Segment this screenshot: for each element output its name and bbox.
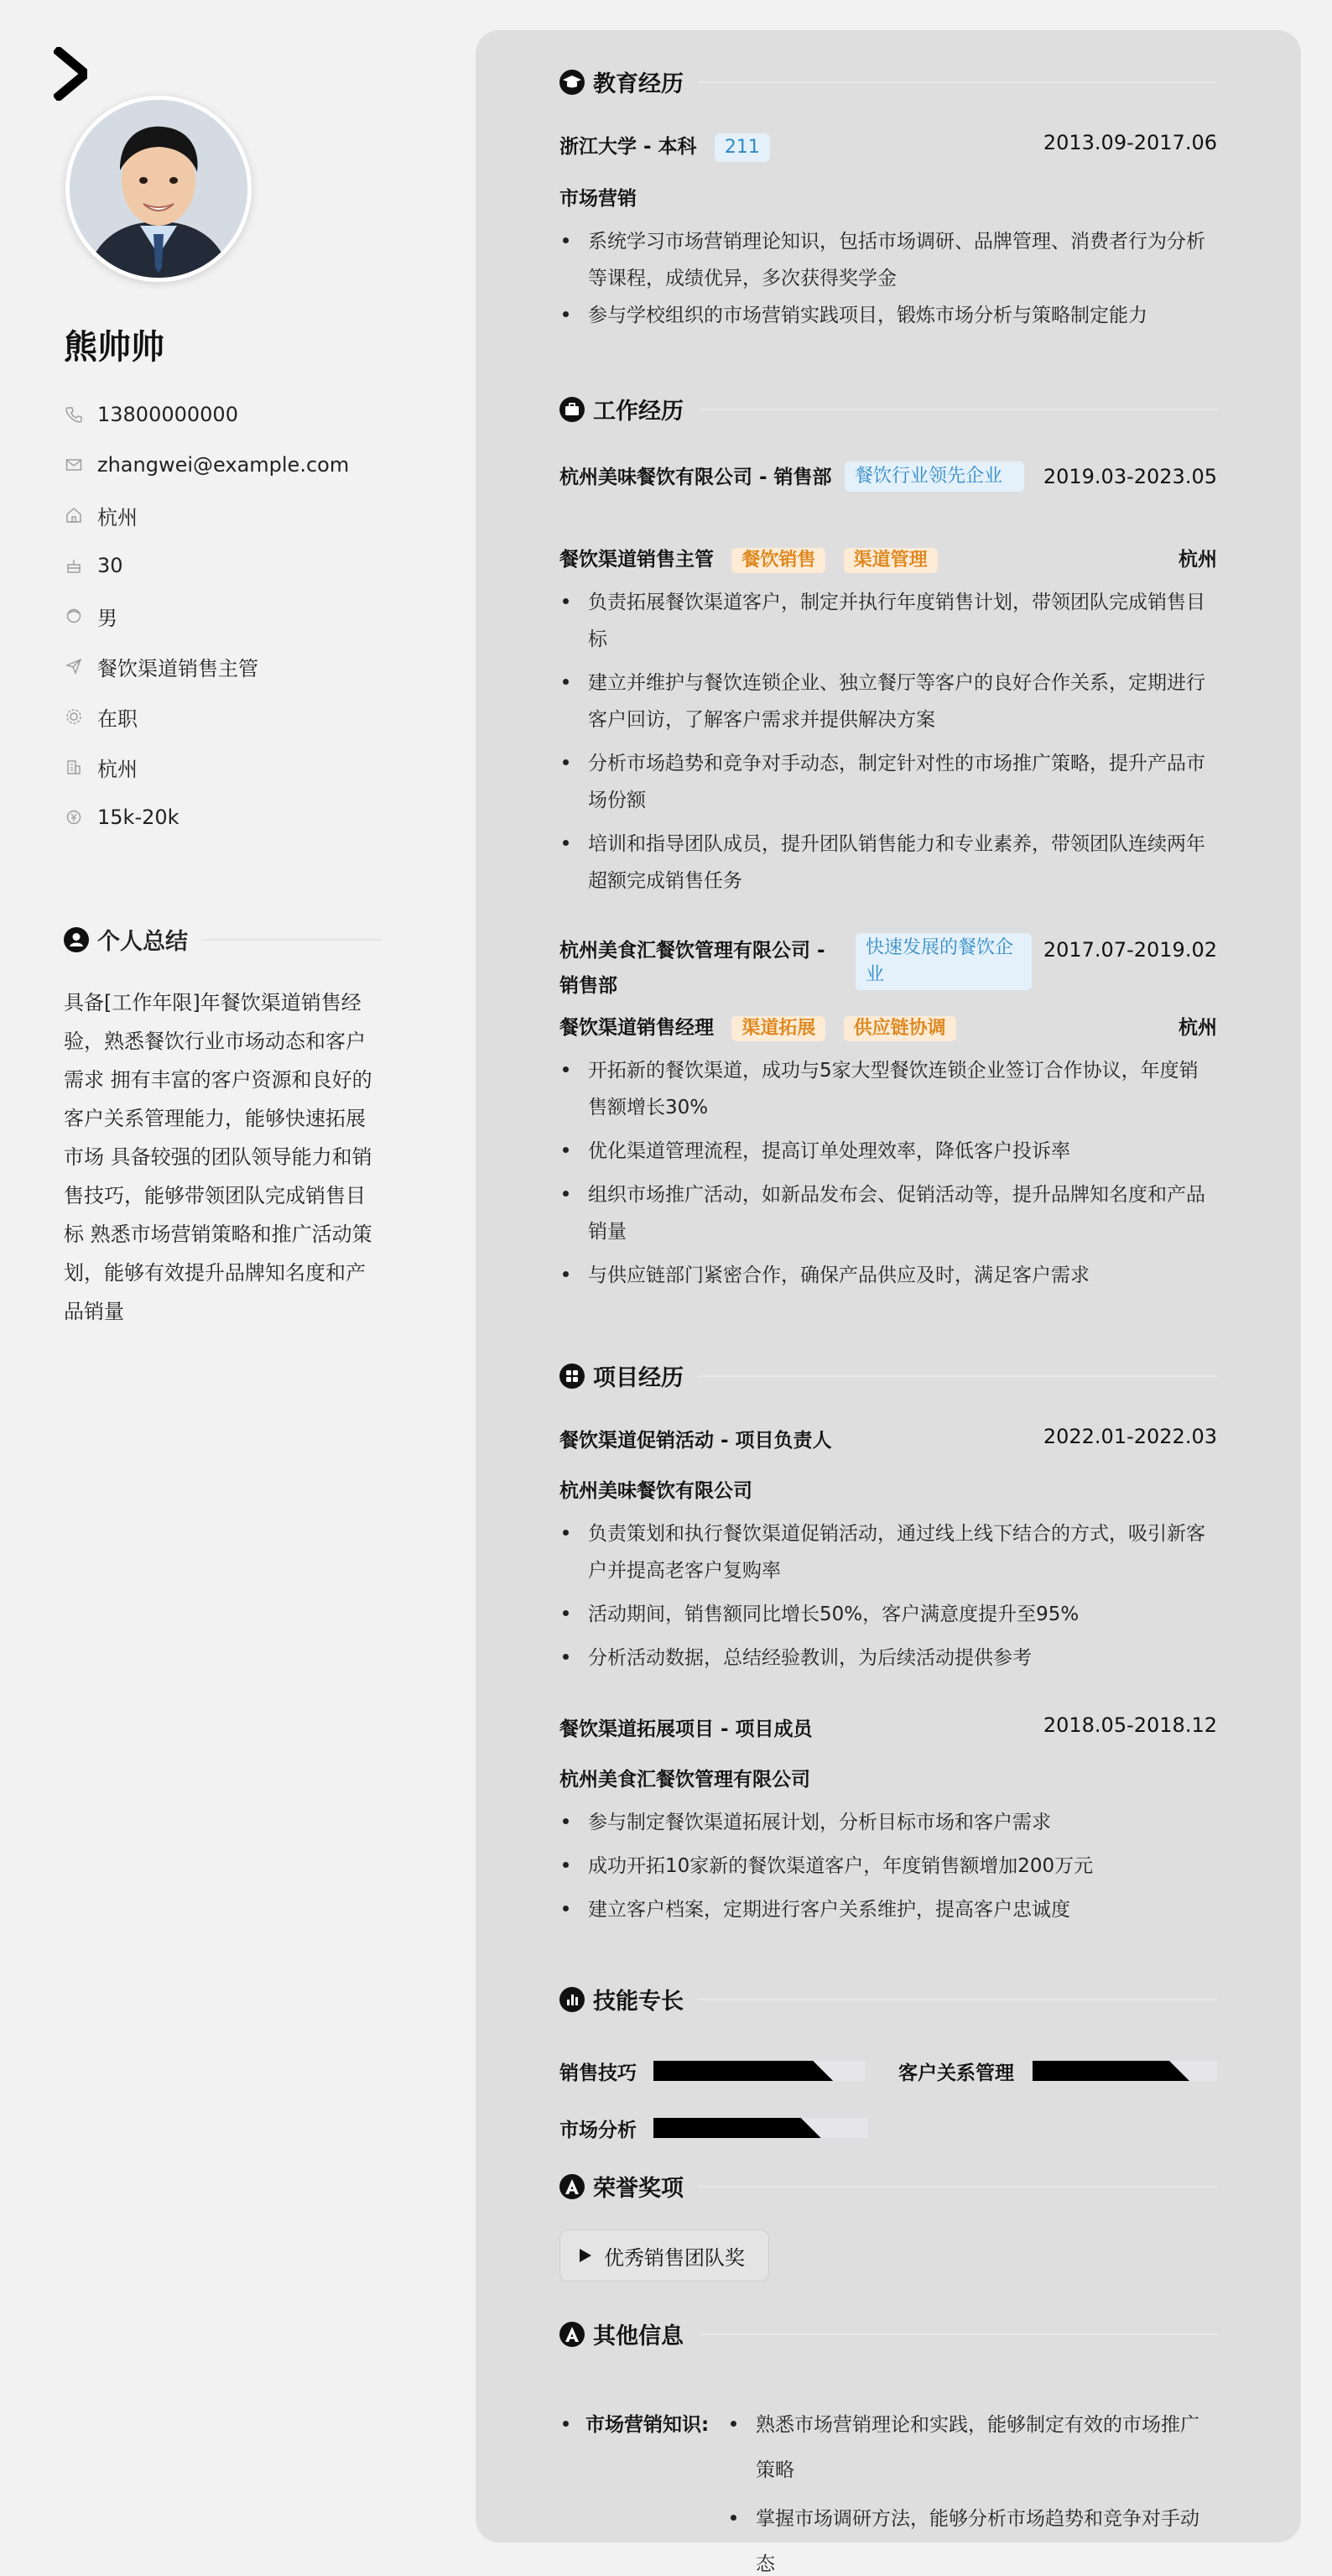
- job-company-tag: 餐饮行业领先企业: [845, 461, 1024, 492]
- play-icon: [579, 2248, 592, 2263]
- list-item: 活动期间，销售额同比增长50%，客户满意度提升至95%: [559, 1596, 1217, 1633]
- age-row: [64, 540, 399, 591]
- other-label-row: [559, 2402, 727, 2448]
- target-city-text: 杭州: [97, 757, 138, 781]
- education-bullets: [559, 223, 1217, 334]
- position-row: [64, 641, 399, 691]
- education-header: [559, 65, 1217, 98]
- list-item: 培训和指导团队成员，提升团队销售能力和专业素养，带领团队连续两年超额完成销售任务: [559, 826, 1217, 900]
- age-text: 30: [97, 554, 123, 577]
- job-header: [559, 456, 1217, 524]
- building-icon: [64, 757, 84, 777]
- list-item: 建立并维护与餐饮连锁企业、独立餐厅等客户的良好合作关系，定期进行客户回访，了解客户需求并提供解决方案: [559, 665, 1217, 738]
- education-row: [559, 131, 1217, 159]
- briefcase-icon: [559, 397, 585, 422]
- section-divider: [699, 1999, 1217, 2000]
- avatar: [65, 96, 252, 282]
- mail-icon: [64, 455, 84, 475]
- gender-row: [64, 591, 399, 641]
- summary-title: 个人总结: [97, 929, 188, 955]
- status-row: [64, 691, 399, 742]
- list-item: 掌握市场调研方法，能够分析市场趋势和竞争对手动态: [727, 2496, 1217, 2576]
- gear-icon: [64, 707, 84, 727]
- project-date: 2018.05-2018.12: [1043, 1713, 1217, 1737]
- job-city: 杭州: [1179, 549, 1217, 571]
- list-item: 熟悉市场营销理论和实践，能够制定有效的市场推广策略: [727, 2402, 1217, 2493]
- other-bullets: [727, 2402, 1217, 2576]
- phone-icon: [64, 404, 84, 425]
- target-city-row: [64, 742, 399, 792]
- project-name: 餐饮渠道促销活动 - 项目负责人: [559, 1430, 832, 1452]
- grid-icon: [559, 1364, 585, 1389]
- projects-title: 项目经历: [593, 1365, 684, 1391]
- job-role-row: [559, 544, 1217, 572]
- user-icon: [64, 927, 89, 952]
- gender-icon: [64, 606, 84, 626]
- salary-text: 15k-20k: [97, 806, 180, 829]
- major: 市场营销: [559, 188, 637, 210]
- job-company-tag: 快速发展的餐饮企业: [856, 933, 1032, 990]
- gender-text: 男: [97, 606, 117, 630]
- skill-bar-fill: [1033, 2061, 1189, 2081]
- honors-header: [559, 2170, 1217, 2203]
- list-item: 建立客户档案，定期进行客户关系维护，提高客户忠诚度: [559, 1891, 1217, 1928]
- section-divider: [699, 1375, 1217, 1377]
- home-icon: [64, 505, 84, 525]
- brand-logo-icon: [54, 47, 87, 101]
- job-header: [559, 931, 1217, 999]
- other-header: [559, 2318, 1217, 2350]
- education-title: 教育经历: [593, 71, 684, 97]
- job-city: 杭州: [1179, 1017, 1217, 1039]
- skill-label: 客户关系管理: [898, 2062, 1014, 2084]
- list-item: 分析市场趋势和竞争对手动态，制定针对性的市场推广策略，提升产品市场份额: [559, 745, 1217, 819]
- list-item: 组织市场推广活动，如新品发布会、促销活动等，提升品牌知名度和产品销量: [559, 1176, 1217, 1250]
- section-divider: [201, 939, 382, 941]
- award-icon: [559, 2322, 585, 2347]
- bullet-dot: [563, 2421, 569, 2427]
- skill-label: 市场分析: [559, 2120, 637, 2141]
- skill-bar: [1033, 2061, 1217, 2081]
- send-icon: [64, 656, 84, 676]
- phone-text: 13800000000: [97, 403, 238, 426]
- money-icon: [64, 807, 84, 827]
- school-name: 浙江大学 - 本科: [559, 136, 697, 158]
- job-date: 2017.07-2019.02: [1043, 938, 1217, 962]
- work-title: 工作经历: [593, 399, 684, 425]
- phone-row: [64, 389, 399, 440]
- location-text: 杭州: [97, 505, 138, 529]
- award-icon: [559, 2174, 585, 2199]
- skill-bar: [653, 2061, 865, 2081]
- status-text: 在职: [97, 707, 138, 731]
- section-divider: [699, 2186, 1217, 2188]
- skill-bar-fill: [653, 2118, 821, 2138]
- section-divider: [699, 2334, 1217, 2335]
- skill-tag: 餐饮销售: [731, 548, 825, 573]
- job-company: 杭州美食汇餐饮管理有限公司 - 销售部: [559, 940, 825, 997]
- honors-title: 荣誉奖项: [593, 2176, 684, 2202]
- location-row: [64, 490, 399, 540]
- skills-title: 技能专长: [593, 1989, 684, 2015]
- skill-label: 销售技巧: [559, 2062, 637, 2084]
- work-header: [559, 393, 1217, 425]
- list-item: 参与制定餐饮渠道拓展计划，分析目标市场和客户需求: [559, 1804, 1217, 1841]
- project-company: 杭州美味餐饮有限公司: [559, 1480, 752, 1502]
- job-role: 餐饮渠道销售主管: [559, 549, 714, 571]
- list-item: 优化渠道管理流程，提高订单处理效率，降低客户投诉率: [559, 1133, 1217, 1170]
- project-bullets: [559, 1515, 1217, 1676]
- list-item: 分析活动数据，总结经验教训，为后续活动提供参考: [559, 1640, 1217, 1676]
- skill-tag: 渠道管理: [844, 548, 938, 573]
- section-divider: [699, 81, 1217, 83]
- job-bullets: [559, 584, 1217, 900]
- chart-icon: [559, 1987, 585, 2012]
- other-label: 市场营销知识:: [585, 2414, 710, 2436]
- salary-row: [64, 792, 399, 842]
- education-date: 2013.09-2017.06: [1043, 131, 1217, 154]
- summary-text: 具备[工作年限]年餐饮渠道销售经验，熟悉餐饮行业市场动态和客户需求 拥有丰富的客户资源和良好的客户关系管理能力，能够快速拓展市场 具备较强的团队领导能力和销售技巧，能够带领团队完成销售目标 熟悉市场营销策略和推广活动策划，能够有效提升品牌知名度和产品销量: [64, 991, 372, 1323]
- list-item: 与供应链部门紧密合作，确保产品供应及时，满足客户需求: [559, 1257, 1217, 1294]
- section-divider: [699, 409, 1217, 410]
- job-role-row: [559, 1012, 1217, 1040]
- project-header: [559, 1425, 1217, 1453]
- job-date: 2019.03-2023.05: [1043, 465, 1217, 488]
- skill-bar: [653, 2118, 868, 2138]
- list-item: 系统学习市场营销理论知识，包括市场调研、品牌管理、消费者行为分析等课程，成绩优异，多次获得奖学金: [559, 223, 1217, 297]
- main-panel: [476, 30, 1301, 2575]
- project-company: 杭州美食汇餐饮管理有限公司: [559, 1769, 810, 1791]
- job-company: 杭州美味餐饮有限公司 - 销售部: [559, 467, 832, 488]
- graduation-cap-icon: [559, 70, 585, 95]
- projects-header: [559, 1359, 1217, 1392]
- profile-name: 熊帅帅: [64, 328, 164, 367]
- list-item: 开拓新的餐饮渠道，成功与5家大型餐饮连锁企业签订合作协议，年度销售额增长30%: [559, 1052, 1217, 1126]
- skills-header: [559, 1983, 1217, 2015]
- project-date: 2022.01-2022.03: [1043, 1425, 1217, 1448]
- cake-icon: [64, 555, 84, 576]
- email-row: [64, 440, 399, 490]
- job-role: 餐饮渠道销售经理: [559, 1017, 714, 1039]
- contact-info: [64, 389, 399, 842]
- list-item: 参与学校组织的市场营销实践项目，锻炼市场分析与策略制定能力: [559, 297, 1217, 334]
- project-header: [559, 1713, 1217, 1742]
- list-item: 负责策划和执行餐饮渠道促销活动，通过线上线下结合的方式，吸引新客户并提高老客户复购率: [559, 1515, 1217, 1589]
- skill-tag: 渠道拓展: [731, 1016, 825, 1041]
- skill-tag: 供应链协调: [844, 1016, 956, 1041]
- other-title: 其他信息: [593, 2323, 684, 2349]
- honor-text: 优秀销售团队奖: [604, 2245, 745, 2270]
- skill-bar-fill: [653, 2061, 833, 2081]
- list-item: 成功开拓10家新的餐饮渠道客户，年度销售额增加200万元: [559, 1848, 1217, 1885]
- list-item: 负责拓展餐饮渠道客户，制定并执行年度销售计划，带领团队完成销售目标: [559, 584, 1217, 658]
- summary-header: [64, 923, 382, 956]
- school-tag: 211: [715, 133, 770, 162]
- honor-badge: [559, 2229, 769, 2281]
- project-bullets: [559, 1804, 1217, 1928]
- job-bullets: [559, 1052, 1217, 1294]
- project-name: 餐饮渠道拓展项目 - 项目成员: [559, 1718, 813, 1740]
- email-text: zhangwei@example.com: [97, 453, 350, 477]
- position-text: 餐饮渠道销售主管: [97, 656, 258, 681]
